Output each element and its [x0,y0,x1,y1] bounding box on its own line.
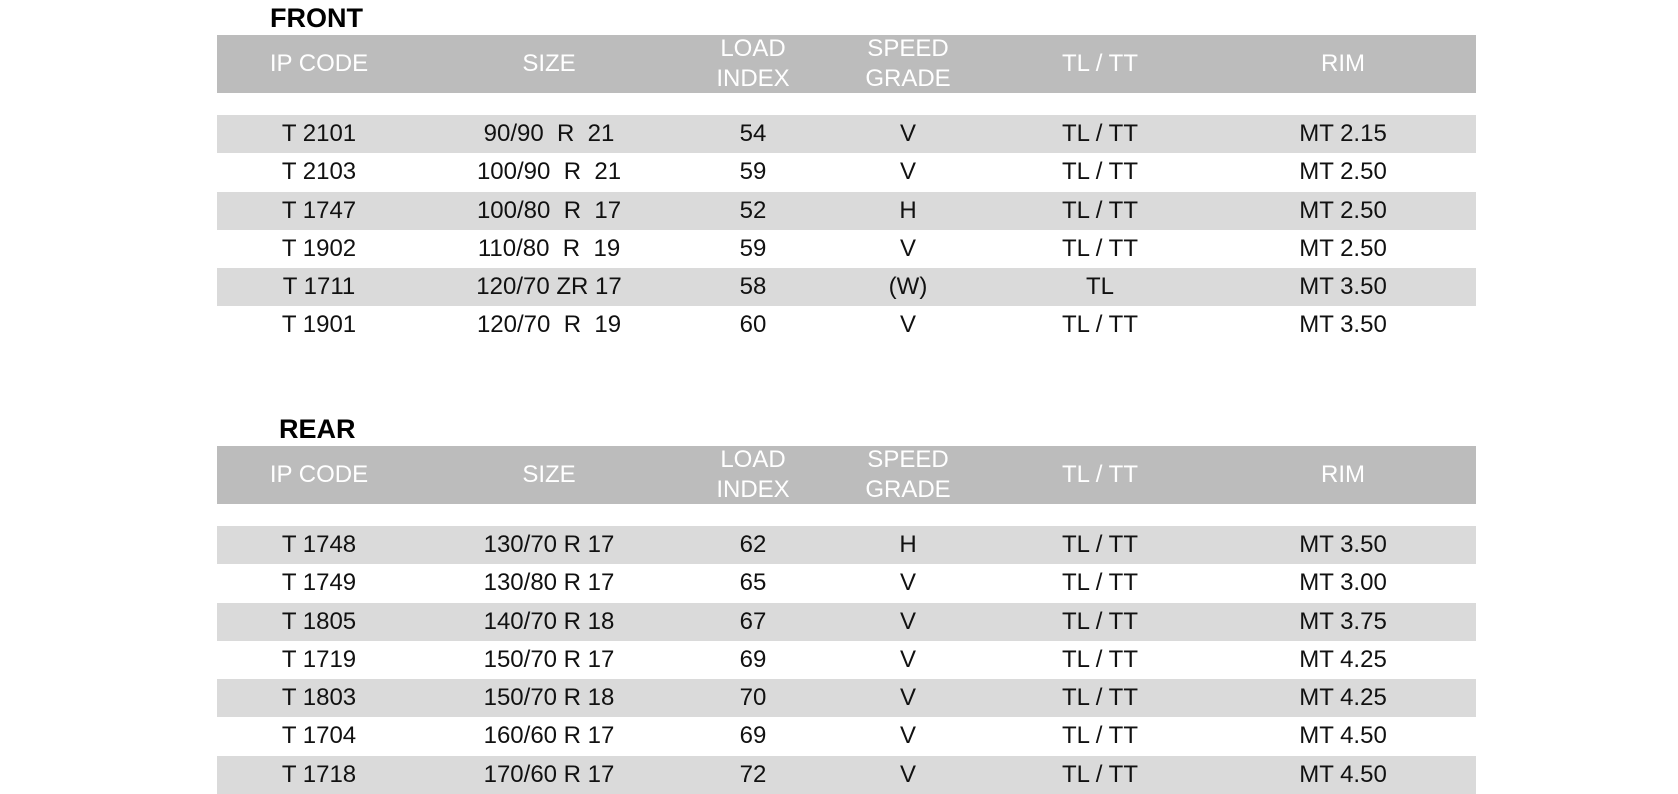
rim-cell: MT 3.75 [1299,607,1387,635]
load-index-cell: 65 [739,569,767,597]
table-row [217,526,1476,564]
header-ip-code: IP CODE [269,50,369,77]
rim-cell: MT 2.50 [1299,196,1387,224]
size-cell: 100/90 R 21 [476,158,622,186]
rim-cell: MT 4.25 [1299,645,1387,673]
table-row [217,564,1476,602]
speed-grade-cell: V [899,311,917,339]
speed-grade-cell: V [899,645,917,673]
tl-tt-cell: TL / TT [1061,569,1139,597]
table-row [217,756,1476,794]
size-cell: 150/70 R 18 [483,684,615,712]
table-row [217,679,1476,717]
header-load-index: LOAD INDEX [716,35,790,92]
tl-tt-cell: TL / TT [1061,158,1139,186]
speed-grade-cell: H [899,531,917,558]
front-table-body [217,115,1476,345]
tl-tt-cell: TL / TT [1061,722,1139,750]
tl-tt-cell: TL / TT [1061,311,1139,339]
table-row [217,115,1476,153]
load-index-cell: 52 [739,196,767,224]
ip-code-cell: T 1803 [281,684,357,712]
rim-cell: MT 2.15 [1299,120,1387,147]
table-row [217,641,1476,679]
ip-code-cell: T 1711 [282,273,356,301]
speed-grade-cell: V [899,760,917,788]
speed-grade-cell: V [899,607,917,635]
speed-grade-cell: V [899,722,917,750]
size-cell: 150/70 R 17 [483,645,615,673]
header-tl-tt: TL / TT [1061,461,1139,488]
tl-tt-cell: TL / TT [1061,531,1139,558]
size-cell: 170/60 R 17 [483,760,615,788]
size-cell: 160/60 R 17 [483,722,615,750]
rim-cell: MT 3.50 [1299,531,1387,558]
size-cell: 130/70 R 17 [483,531,615,558]
size-cell: 120/70 R 19 [476,311,622,339]
header-size: SIZE [522,461,576,488]
rim-cell: MT 3.50 [1299,273,1387,301]
rear-table-header [217,446,1476,504]
table-row [217,230,1476,268]
load-index-cell: 70 [739,684,767,712]
load-index-cell: 62 [739,531,767,558]
header-ip-code: IP CODE [269,461,369,488]
ip-code-cell: T 1749 [281,569,357,597]
load-index-cell: 54 [739,120,767,147]
rim-cell: MT 3.00 [1299,569,1387,597]
rear-title: REAR [279,414,356,444]
ip-code-cell: T 1718 [281,760,357,788]
rim-cell: MT 4.50 [1299,722,1387,750]
size-cell: 90/90 R 21 [483,120,615,147]
header-load-index: LOAD INDEX [716,446,790,503]
load-index-cell: 60 [739,311,767,339]
speed-grade-cell: (W) [888,273,928,301]
table-row [217,603,1476,641]
front-table-header [217,35,1476,93]
rim-cell: MT 4.25 [1299,684,1387,712]
ip-code-cell: T 1902 [281,234,357,262]
load-index-cell: 69 [739,722,767,750]
load-index-cell: 67 [739,607,767,635]
front-title: FRONT [270,3,363,33]
table-row [217,268,1476,306]
tl-tt-cell: TL / TT [1061,196,1139,224]
header-size: SIZE [522,50,576,77]
ip-code-cell: T 1748 [281,531,357,558]
ip-code-cell: T 1719 [281,645,357,673]
rim-cell: MT 2.50 [1299,158,1387,186]
header-rim: RIM [1321,461,1365,488]
tl-tt-cell: TL [1085,273,1115,301]
rim-cell: MT 4.50 [1299,760,1387,788]
ip-code-cell: T 1901 [281,311,357,339]
tl-tt-cell: TL / TT [1061,760,1139,788]
load-index-cell: 72 [739,760,767,788]
load-index-cell: 69 [739,645,767,673]
load-index-cell: 58 [739,273,767,301]
tl-tt-cell: TL / TT [1061,684,1139,712]
size-cell: 130/80 R 17 [483,569,615,597]
speed-grade-cell: H [899,196,917,224]
speed-grade-cell: V [899,234,917,262]
size-cell: 140/70 R 18 [483,607,615,635]
table-row [217,717,1476,755]
ip-code-cell: T 1704 [281,722,357,750]
table-row [217,192,1476,230]
speed-grade-cell: V [899,684,917,712]
tl-tt-cell: TL / TT [1061,607,1139,635]
speed-grade-cell: V [899,120,917,147]
ip-code-cell: T 2103 [281,158,357,186]
rim-cell: MT 3.50 [1299,311,1387,339]
size-cell: 100/80 R 17 [476,196,622,224]
rim-cell: MT 2.50 [1299,234,1387,262]
ip-code-cell: T 2101 [281,120,357,147]
header-speed-grade: SPEED GRADE [865,446,951,503]
speed-grade-cell: V [899,158,917,186]
size-cell: 120/70 ZR 17 [476,273,622,301]
header-tl-tt: TL / TT [1061,50,1139,77]
rear-table-body [217,526,1476,794]
tl-tt-cell: TL / TT [1061,234,1139,262]
load-index-cell: 59 [739,158,767,186]
table-row [217,153,1476,191]
tl-tt-cell: TL / TT [1061,120,1139,147]
table-row [217,306,1476,344]
header-rim: RIM [1321,50,1365,77]
load-index-cell: 59 [739,234,767,262]
ip-code-cell: T 1747 [281,196,357,224]
speed-grade-cell: V [899,569,917,597]
size-cell: 110/80 R 19 [477,234,621,262]
header-speed-grade: SPEED GRADE [865,35,951,92]
ip-code-cell: T 1805 [281,607,357,635]
tl-tt-cell: TL / TT [1061,645,1139,673]
